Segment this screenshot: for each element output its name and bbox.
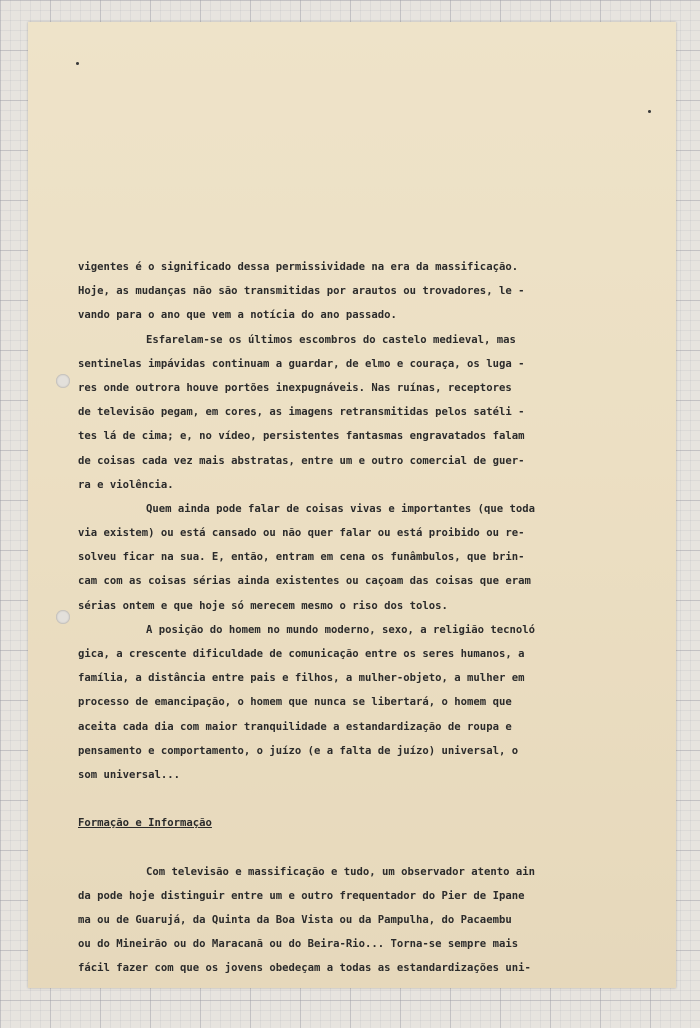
text-line: processo de emancipação, o homem que nunca se libertará, o homem que <box>78 696 512 709</box>
blank-line <box>78 787 626 811</box>
text-line: res onde outrora houve portões inexpugnáveis. Nas ruínas, receptores <box>78 381 512 394</box>
text-line: vando para o ano que vem a notícia do ano passado. <box>78 309 397 322</box>
blank-line <box>78 836 626 860</box>
text-line: aceita cada dia com maior tranquilidade a estandardização de roupa e <box>78 720 512 733</box>
text-line: Quem ainda pode falar de coisas vivas e importantes (que toda <box>146 502 536 515</box>
section-heading: Formação e Informação <box>78 817 212 830</box>
text-line: solveu ficar na sua. E, então, entram em cena os funâmbulos, que brin- <box>78 551 525 564</box>
typed-text <box>78 255 626 981</box>
ink-speck <box>648 110 651 113</box>
punch-hole <box>56 374 70 388</box>
text-line: vigentes é o significado dessa permissividade na era da massificação. <box>78 261 519 273</box>
text-line: ra e violência. <box>78 478 174 491</box>
ink-speck <box>76 62 79 65</box>
text-line: sentinelas impávidas continuam a guardar, de elmo e couraça, os luga - <box>78 357 525 370</box>
text-line: Esfarelam-se os últimos escombros do castelo medieval, mas <box>146 333 516 346</box>
text-line: Hoje, as mudanças não são transmitidas por arautos ou trovadores, le - <box>78 285 525 298</box>
text-line: cam com as coisas sérias ainda existentes ou caçoam das coisas que eram <box>78 575 531 588</box>
punch-hole <box>56 610 70 624</box>
text-line: de coisas cada vez mais abstratas, entre um e outro comercial de guer- <box>78 454 525 467</box>
text-line: gica, a crescente dificuldade de comunicação entre os seres humanos, a <box>78 648 525 660</box>
text-line: família, a distância entre pais e filhos, a mulher-objeto, a mulher em <box>78 672 525 685</box>
text-line: som universal... <box>78 768 181 781</box>
text-line: tes lá de cima; e, no vídeo, persistentes fantasmas engravatados falam <box>78 430 525 443</box>
text-line: da pode hoje distinguir entre um e outro frequentador do Pier de Ipane <box>78 889 525 902</box>
text-line: sérias ontem e que hoje só merecem mesmo o riso dos tolos. <box>78 599 448 612</box>
text-line: A posição do homem no mundo moderno, sexo, a religião tecnoló <box>146 623 536 636</box>
text-line: ou do Mineirão ou do Maracanã ou do Beira-Rio... Torna-se sempre mais <box>78 938 519 951</box>
typewritten-page <box>28 22 676 988</box>
text-line: de televisão pegam, em cores, as imagens retransmitidas pelos satéli - <box>78 406 525 419</box>
text-line: ma ou de Guarujá, da Quinta da Boa Vista ou da Pampulha, do Pacaembu <box>78 914 512 927</box>
text-line: via existem) ou está cansado ou não quer falar ou está proibido ou re- <box>78 527 525 540</box>
text-line: pensamento e comportamento, o juízo (e a falta de juízo) universal, o <box>78 744 519 757</box>
text-line: Com televisão e massificação e tudo, um observador atento ain <box>146 865 536 878</box>
text-line: fácil fazer com que os jovens obedeçam a todas as estandardizações uni- <box>78 962 531 975</box>
